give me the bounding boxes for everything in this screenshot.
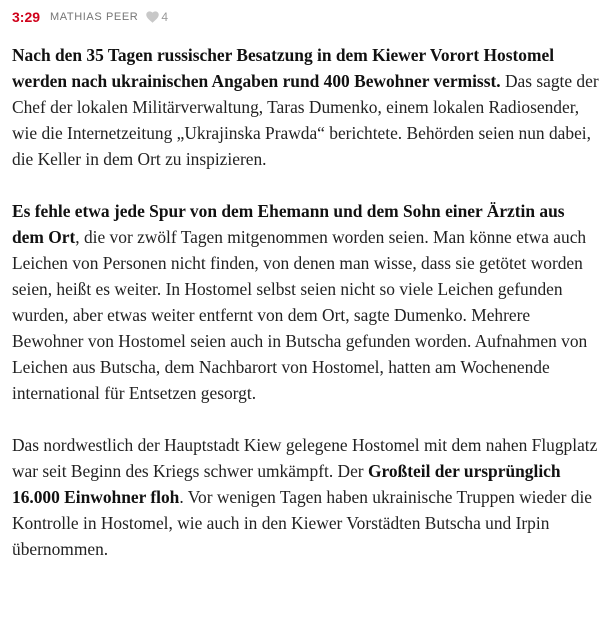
paragraph-2 bbox=[12, 198, 600, 406]
paragraph-1 bbox=[12, 42, 600, 172]
entry-meta bbox=[12, 6, 600, 28]
heart-icon bbox=[146, 11, 159, 23]
entry-time: 3:29 bbox=[12, 9, 41, 25]
paragraph-1-lead: Nach den 35 Tagen russischer Besatzung in dem Kiewer Vorort Hostomel werden nach ukrainischen Angaben rund 400 Bewohner vermisst. bbox=[12, 45, 555, 91]
entry-author[interactable]: MATHIAS PEER bbox=[50, 11, 139, 23]
paragraph-2-text: , die vor zwölf Tagen mitgenommen worden seien. Man könne etwa auch Leichen von Personen nicht finden, von denen man wisse, dass sie getötet worden seien, heißt es weiter. In Hostomel selbst seien nicht so viele Leichen gefunden wurden, aber etwas weiter entfernt von dem Ort, sagte Dumenko. Mehrere Bewohner von Hostomel seien auch in Butscha gefunden worden. Aufnahmen von Leichen aus Butscha, dem Nachbarort von Hostomel, hatten am Wochenende international für Entsetzen gesorgt. bbox=[12, 227, 588, 403]
paragraph-3-text-end: . Vor wenigen Tagen haben ukrainische Truppen wieder die Kontrolle in Hostomel, wie auch in den Kiewer Vorstädten Butscha und Irpin übernommen. bbox=[12, 487, 593, 559]
paragraph-3-text-start: Das nordwestlich der Hauptstadt Kiew gelegene Hostomel mit dem nahen Flugplatz war seit Beginn des Kriegs schwer umkämpft. Der bbox=[12, 435, 598, 481]
liveblog-entry bbox=[12, 6, 600, 588]
paragraph-2-lead: Es fehle etwa jede Spur von dem Ehemann und dem Sohn einer Ärztin aus dem Ort bbox=[12, 201, 565, 247]
like-button[interactable] bbox=[146, 10, 168, 24]
entry-body bbox=[12, 42, 600, 562]
paragraph-1-text: Das sagte der Chef der lokalen Militärverwaltung, Taras Dumenko, einem lokalen Radiosender, wie die Internetzeitung „Ukrajinska Prawda“ berichtete. Behörden seien nun dabei, die Keller in dem Ort zu inspizieren. bbox=[12, 71, 599, 169]
like-count: 4 bbox=[161, 10, 169, 24]
paragraph-3 bbox=[12, 432, 600, 562]
paragraph-3-highlight: Großteil der ursprünglich 16.000 Einwohner floh bbox=[12, 461, 561, 507]
